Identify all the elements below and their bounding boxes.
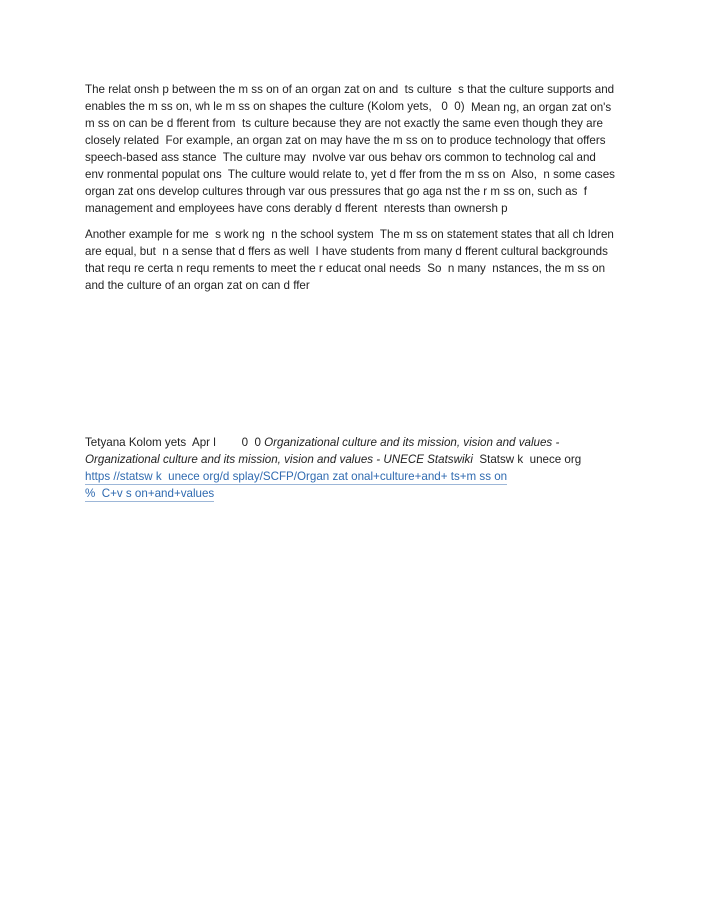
paragraph-line: speech-based ass stance The culture may nvolve var ous behav ors common to technolog cal and <box>85 151 596 164</box>
reference-entry <box>85 434 630 502</box>
reference-author-date: Tetyana Kolom yets Apr l 0 0 <box>85 436 265 449</box>
paragraph-line: env ronmental populat ons The culture would relate to, yet d ffer from the m ss on Also, n some cases <box>85 168 615 181</box>
reference-line <box>85 434 630 451</box>
paragraph-line: that requ re certa n requ rements to meet the r educat onal needs So n many nstances, the m ss on <box>85 262 606 275</box>
paragraph-line: management and employees have cons derably d fferent nterests than ownersh p <box>85 202 508 215</box>
paragraph-school-example <box>85 226 630 294</box>
paragraph-line: are equal, but n a sense that d ffers as well I have students from many d fferent cultural backgrounds <box>85 245 608 258</box>
paragraph-line-tail: Mean ng, an organ zat on's <box>471 101 612 114</box>
reference-line <box>85 451 630 468</box>
reference-url-link-continued[interactable]: % C+v s on+and+values <box>85 487 215 500</box>
paragraph-line: closely related For example, an organ zat on may have the m ss on to produce technology that offers <box>85 134 606 147</box>
reference-url-link[interactable]: https //statsw k unece org/d splay/SCFP/Organ zat onal+culture+and+ ts+m ss on <box>85 470 508 483</box>
reference-publisher: Statsw k unece org <box>472 453 582 466</box>
paragraph-line-text: enables the m ss on, wh le m ss on shapes the culture (Kolom yets, 0 0) <box>85 100 465 113</box>
reference-title-continued: Organizational culture and its mission, vision and values - UNECE Statswiki <box>85 453 473 466</box>
paragraph-mission-culture <box>85 81 630 217</box>
paragraph-line: organ zat ons develop cultures through var ous pressures that go aga nst the r m ss on, such as f <box>85 185 588 198</box>
reference-line <box>85 485 630 502</box>
reference-title: Organizational culture and its mission, vision and values - <box>264 436 560 449</box>
paragraph-line: and the culture of an organ zat on can d ffer <box>85 279 310 292</box>
paragraph-line <box>85 98 630 115</box>
reference-line <box>85 468 630 485</box>
paragraph-line: Another example for me s work ng n the school system The m ss on statement states that all ch ldren <box>85 228 614 241</box>
paragraph-line: The relat onsh p between the m ss on of an organ zat on and ts culture s that the culture supports and <box>85 83 615 96</box>
paragraph-line: m ss on can be d fferent from ts culture because they are not exactly the same even though they are <box>85 117 603 130</box>
